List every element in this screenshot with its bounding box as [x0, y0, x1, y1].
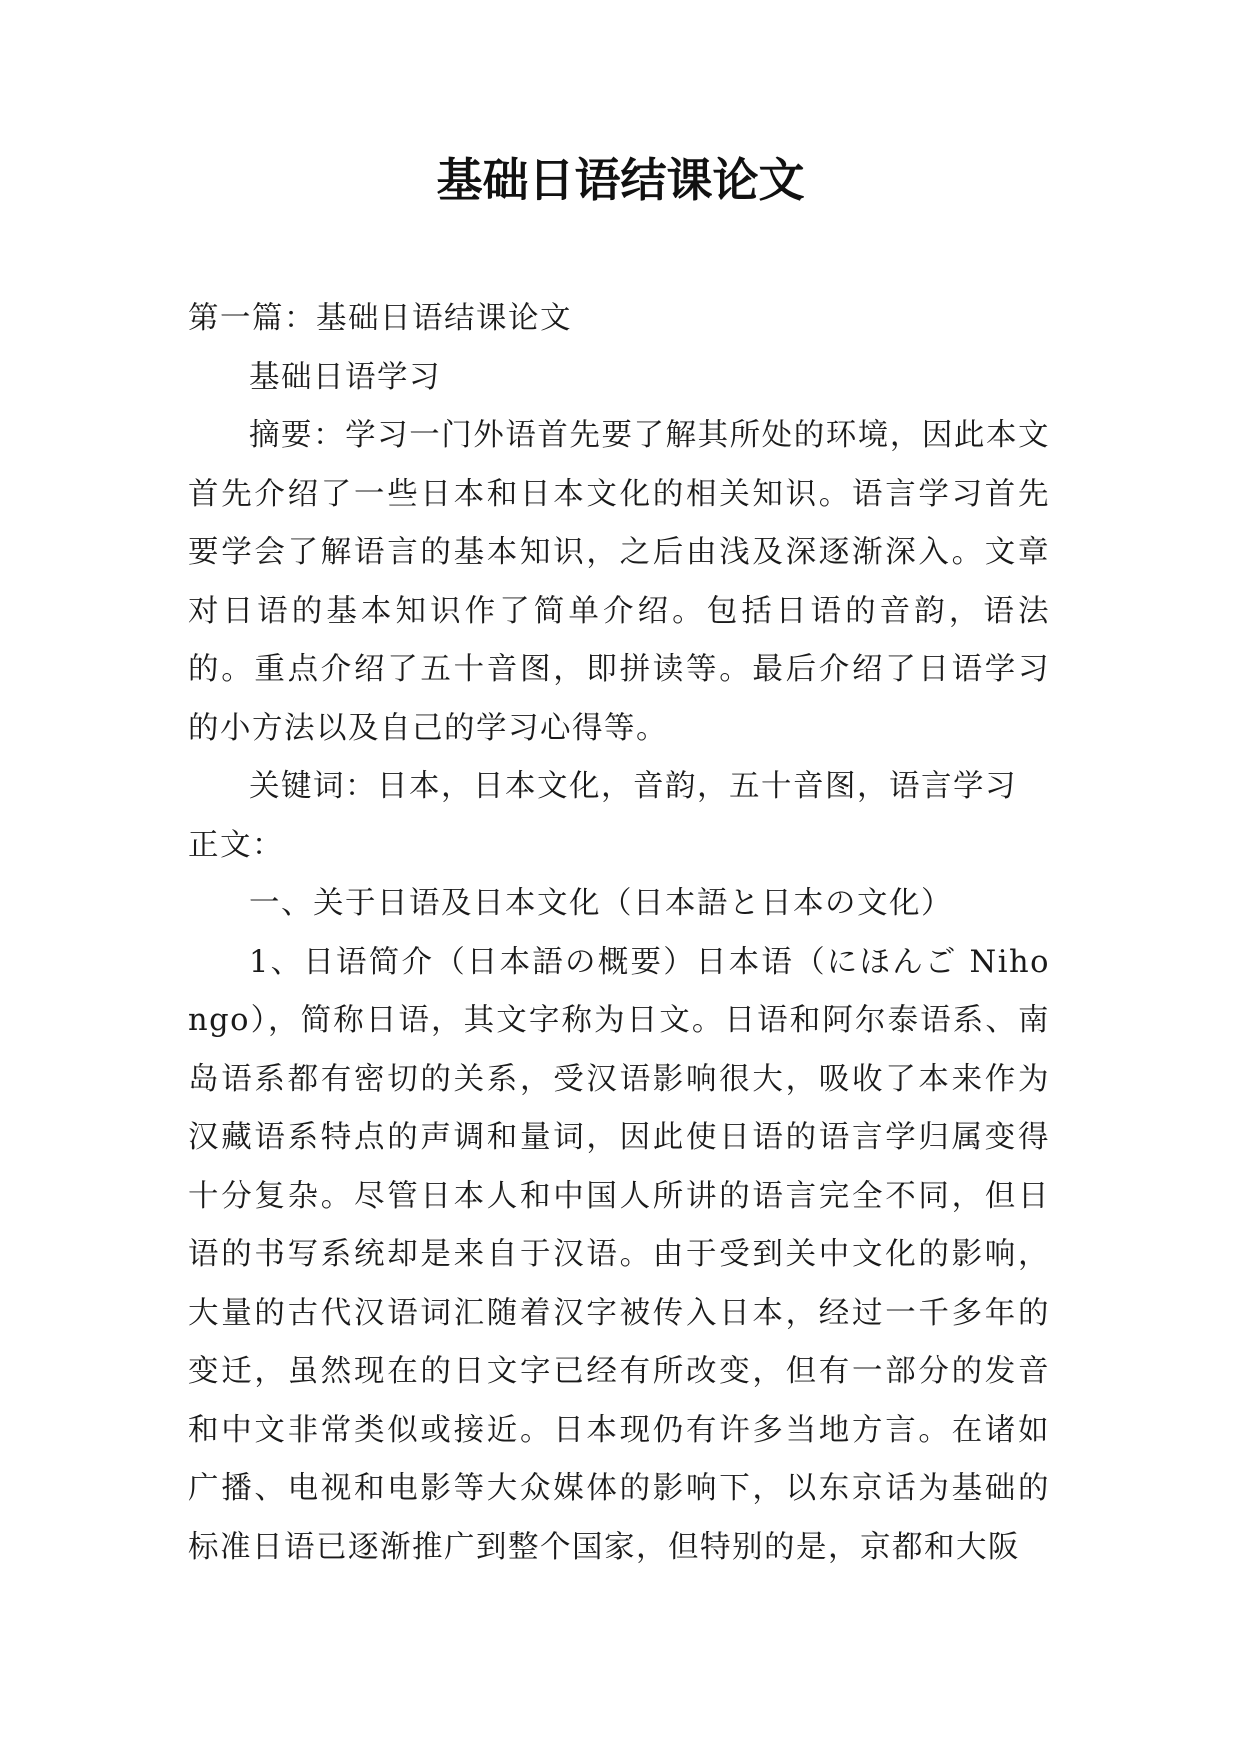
main-text-label: 正文：	[188, 827, 284, 863]
chapter-heading: 一、关于日语及日本文化（日本語と日本の文化）	[249, 886, 953, 921]
section-heading: 第一篇：基础日语结课论文	[188, 301, 572, 336]
keywords-paragraph: 关键词：日本，日本文化，音韵，五十音图，语言学习	[249, 769, 1017, 804]
subtitle-paragraph: 基础日语学习	[249, 359, 441, 395]
body-paragraph: 1、日语简介（日本語の概要）日本语（にほんご Nihongo），简称日语，其文字称为日文。日语和阿尔泰语系、南岛语系都有密切的关系，受汉语影响很大，吸收了本来作为汉藏语系特点的声调和量词，因此使日语的语言学归属变得十分复杂。尽管日本人和中国人所讲的语言完全不同，但日语的书写系统却是来自于汉语。由于受到关中文化的影响，大量的古代汉语词汇随着汉字被传入日本，经过一千多年的变迁，虽然现在的日文字已经有所改变，但有一部分的发音和中文非常类似或接近。日本现仍有许多当地方言。在诸如广播、电视和电影等大众媒体的影响下，以东京话为基础的标准日语已逐渐推广到整个国家，但特别的是，京都和大阪	[188, 944, 1050, 1565]
document-title: 基础日语结课论文	[436, 153, 805, 207]
document-body	[188, 290, 1050, 1577]
abstract-paragraph: 摘要：学习一门外语首先要了解其所处的环境，因此本文首先介绍了一些日本和日本文化的相关知识。语言学习首先要学会了解语言的基本知识，之后由浅及深逐渐深入。文章对日语的基本知识作了简单介绍。包括日语的音韵，语法的。重点介绍了五十音图，即拼读等。最后介绍了日语学习的小方法以及自己的学习心得等。	[188, 418, 1050, 746]
